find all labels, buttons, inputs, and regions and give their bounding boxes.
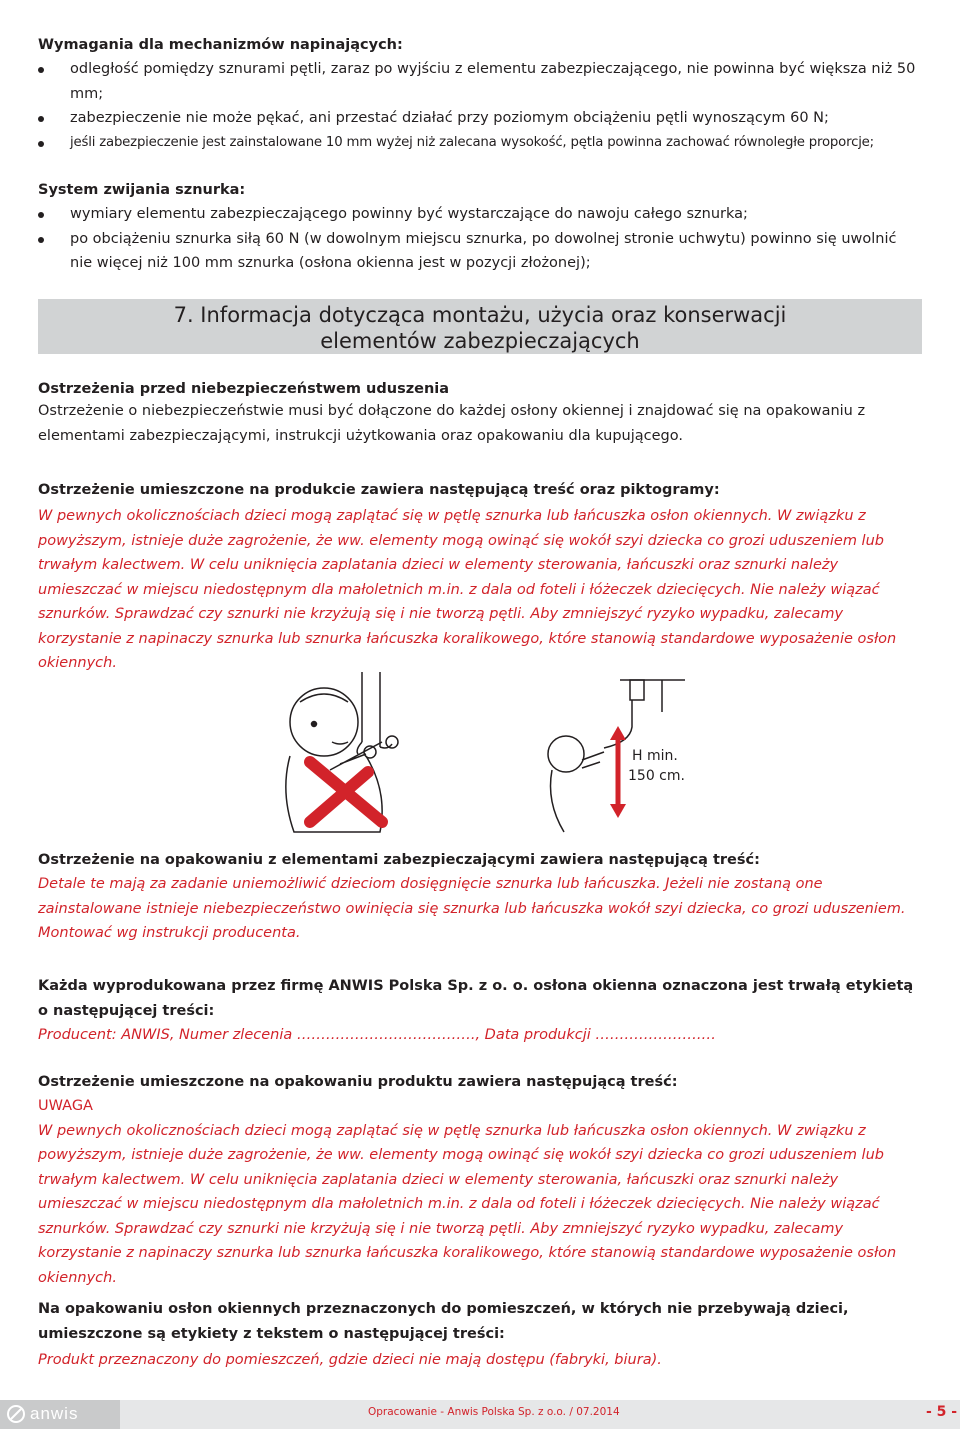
section-heading: Na opakowaniu osłon okiennych przeznaczonych do pomieszczeń, w których nie przebywają dzieci, umieszczone są etykiety z tekstem o następującej treści: — [38, 1301, 849, 1342]
height-value: 150 cm. — [628, 768, 685, 784]
anwis-logo-icon — [6, 1404, 26, 1424]
label-text: Producent: ANWIS, Numer zlecenia ………………………………., Data produkcji ………………….… — [38, 1027, 716, 1043]
warning-text: Detale te mają za zadanie uniemożliwić dzieciom dosięgnięcie sznurka lub łańcuszka. Jeżeli nie zostaną one zainstalowane istnieje niebezpieczeństwo owinięcia się sznurka lub łańcuszka wokół szyi dziecka, co grozi uduszeniem. Montować wg instrukcji producenta. — [38, 876, 906, 941]
height-label: H min. — [632, 748, 678, 764]
footer-note: Opracowanie - Anwis Polska Sp. z o.o. / 07.2014 — [368, 1406, 620, 1418]
list-item: po obciążeniu sznurka siłą 60 N (w dowolnym miejscu sznurka, po dowolnej stronie uchwytu) powinno się uwolnić nie więcej niż 100 mm sznurka (osłona okienna jest w pozycji złożonej); — [38, 227, 922, 276]
section-text: Ostrzeżenie o niebezpieczeństwie musi być dołączone do każdej osłony okiennej i znajdować się na opakowaniu z elementami zabezpieczającymi, instrukcji użytkowania oraz opakowaniu dla kupującego. — [38, 403, 866, 444]
uwaga-label: UWAGA — [38, 1098, 93, 1114]
cord-winding-section — [38, 182, 922, 276]
chapter-title-line-2: elementów zabezpieczających — [320, 329, 640, 353]
section-heading: Każda wyprodukowana przez firmę ANWIS Polska Sp. z o. o. osłona okienna oznaczona jest trwałą etykietą o następującej treści: — [38, 978, 914, 1019]
chapter-title-line-1: 7. Informacja dotycząca montażu, użycia oraz konserwacji — [173, 303, 787, 327]
page-number: - 5 - — [926, 1404, 958, 1420]
tensioner-requirements-section — [38, 37, 922, 155]
product-warning-section — [38, 482, 922, 676]
package-warning-section — [38, 852, 922, 946]
bullet-list — [38, 57, 922, 155]
section-heading: Ostrzeżenie umieszczone na opakowaniu produktu zawiera następującą treść: — [38, 1074, 678, 1090]
section-heading: System zwijania sznurka: — [38, 182, 246, 198]
warning-text: W pewnych okolicznościach dzieci mogą zaplątać się w pętlę sznurka lub łańcuszka osłon okiennych. W związku z powyższym, istnieje duże zagrożenie, że ww. elementy mogą owinąć się wokół szyi dziecka co grozi uduszeniem lub trwałym kalectwem. W celu uniknięcia zaplatania dzieci w elementy sterowania, łańcuszki oraz sznurki należy umieszczać w miejscu niedostępnym dla małoletnich m.in. z dala od foteli i łóżeczek dziecięcych. Nie należy wiązać sznurków. Sprawdzać czy sznurki nie krzyżują się i nie tworzą pętli. Aby zmniejszyć ryzyko wypadku, zalecamy korzystanie z napinaczy sznurka lub sznurka łańcuszka koralikowego, które stanowią standardowe wyposażenie osłon okiennych. — [38, 508, 897, 671]
list-item: jeśli zabezpieczenie jest zainstalowane 10 mm wyżej niż zalecana wysokość, pętla powinna zachować równoległe proporcje; — [38, 131, 922, 156]
chapter-title — [38, 299, 922, 354]
strangulation-warning-section — [38, 381, 922, 448]
list-item: zabezpieczenie nie może pękać, ani przestać działać przy poziomym obciążeniu pętli wynoszącym 60 N; — [38, 106, 922, 131]
no-children-section — [38, 1297, 922, 1373]
section-heading: Ostrzeżenia przed niebezpieczeństwem uduszenia — [38, 381, 450, 397]
height-arrow-icon — [610, 726, 626, 818]
product-package-warning-section — [38, 1074, 922, 1290]
logo-text: anwis — [30, 1404, 79, 1423]
label-section — [38, 974, 922, 1048]
section-heading: Ostrzeżenie umieszczone na produkcie zawiera następującą treść oraz piktogramy: — [38, 482, 720, 498]
notice-text: Produkt przeznaczony do pomieszczeń, gdzie dzieci nie mają dostępu (fabryki, biura). — [38, 1352, 662, 1368]
section-heading: Wymagania dla mechanizmów napinających: — [38, 37, 403, 53]
prohibited-x-icon — [310, 762, 382, 822]
list-item: wymiary elementu zabezpieczającego powinny być wystarczające do nawoju całego sznurka; — [38, 202, 922, 227]
pictogram — [270, 672, 700, 842]
chapter-banner — [38, 299, 922, 354]
bullet-list — [38, 202, 922, 276]
list-item: odległość pomiędzy sznurami pętli, zaraz po wyjściu z elementu zabezpieczającego, nie powinna być większa niż 50 mm; — [38, 57, 922, 106]
section-heading: Ostrzeżenie na opakowaniu z elementami zabezpieczającymi zawiera następującą treść: — [38, 852, 760, 868]
warning-text: W pewnych okolicznościach dzieci mogą zaplątać się w pętlę sznurka lub łańcuszka osłon okiennych. W związku z powyższym, istnieje duże zagrożenie, że ww. elementy mogą owinąć się wokół szyi dziecka co grozi uduszeniem lub trwałym kalectwem. W celu uniknięcia zaplatania dzieci w elementy sterowania, łańcuszki oraz sznurki należy umieszczać w miejscu niedostępnym dla małoletnich m.in. z dala od foteli i łóżeczek dziecięcych. Nie należy wiązać sznurków. Sprawdzać czy sznurki nie krzyżują się i nie tworzą pętli. Aby zmniejszyć ryzyko wypadku, zalecamy korzystanie z napinaczy sznurka lub sznurka łańcuszka koralikowego, które stanowią standardowe wyposażenie osłon okiennych. — [38, 1122, 897, 1286]
child-with-cord-icon — [286, 672, 398, 832]
